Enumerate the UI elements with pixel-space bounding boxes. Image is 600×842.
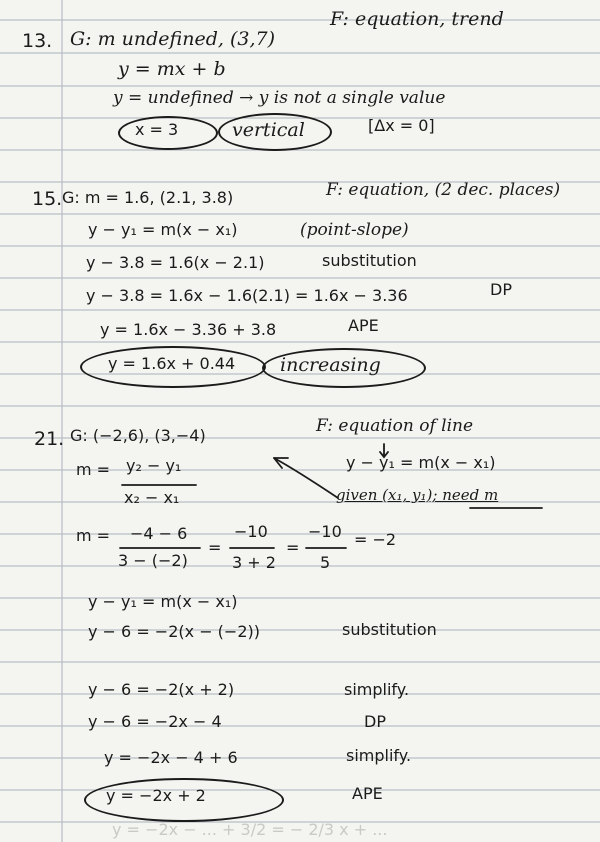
calc-m-label: m =	[76, 526, 111, 545]
problem-13-line-1: y = mx + b	[118, 58, 226, 80]
problem-21-line-simplify-1: y − 6 = −2(x + 2)	[88, 680, 235, 699]
problem-21-label-ape: APE	[352, 784, 383, 803]
calc-fraction-3-num: −10	[308, 522, 342, 541]
problem-21-label-simplify-1: simplify.	[344, 680, 410, 699]
calc-fraction-2-num: −10	[234, 522, 268, 541]
problem-15-number: 15.	[32, 188, 63, 210]
calc-fraction-3-den: 5	[320, 553, 331, 572]
problem-21-label-simplify-2: simplify.	[346, 746, 412, 765]
problem-15-line-2: (point-slope)	[300, 220, 409, 240]
problem-15-line-3: y − 3.8 = 1.6(x − 2.1)	[86, 253, 265, 272]
calc-result: = −2	[354, 530, 397, 549]
slope-m-label: m =	[76, 460, 111, 479]
problem-13-given: G: m undefined, (3,7)	[70, 28, 275, 50]
problem-21-formula: y − y₁ = m(x − x₁)	[346, 453, 496, 472]
slope-denominator: x₂ − x₁	[124, 488, 180, 507]
problem-21-note: given (x₁, y₁); need m	[336, 486, 499, 504]
problem-21-line-simplify-2: y = −2x − 4 + 6	[104, 748, 238, 767]
problem-15-line-5: y − 3.8 = 1.6x − 1.6(2.1) = 1.6x − 3.36	[86, 286, 408, 305]
problem-15-find: F: equation, (2 dec. places)	[326, 180, 561, 200]
problem-15-trend: increasing	[280, 354, 381, 376]
problem-13-line-2: y = undefined → y is not a single value	[113, 88, 446, 108]
bleed-through-text: y = −2x − ... + 3/2 = − 2/3 x + ...	[112, 820, 388, 839]
problem-13-number: 13.	[22, 30, 53, 52]
problem-21-label-sub: substitution	[342, 620, 437, 639]
problem-13-answer: x = 3	[135, 120, 179, 139]
problem-21-line-dp: y − 6 = −2x − 4	[88, 712, 222, 731]
slope-numerator: y₂ − y₁	[126, 456, 182, 475]
problem-21-number: 21.	[34, 428, 65, 450]
calc-equals-1: =	[208, 538, 222, 557]
calc-fraction-1-den: 3 − (−2)	[118, 551, 188, 570]
problem-15-line-1: y − y₁ = m(x − x₁)	[88, 220, 238, 239]
problem-13-note: [Δx = 0]	[368, 116, 435, 135]
problem-15-answer: y = 1.6x + 0.44	[108, 354, 236, 373]
problem-21-find: F: equation of line	[316, 416, 474, 436]
problem-15-given: G: m = 1.6, (2.1, 3.8)	[62, 188, 234, 207]
calc-fraction-1-num: −4 − 6	[130, 524, 188, 543]
problem-21-label-dp: DP	[364, 712, 386, 731]
problem-15-line-8: APE	[348, 316, 379, 335]
calc-fraction-2-den: 3 + 2	[232, 553, 276, 572]
calc-equals-2: =	[286, 538, 300, 557]
problem-15-line-4: substitution	[322, 251, 417, 270]
problem-21-line-sub: y − 6 = −2(x − (−2))	[88, 622, 260, 641]
problem-21-line-point-slope: y − y₁ = m(x − x₁)	[88, 592, 238, 611]
problem-21-answer: y = −2x + 2	[106, 786, 206, 805]
problem-13-trend: vertical	[232, 119, 305, 141]
problem-21-given: G: (−2,6), (3,−4)	[70, 426, 206, 445]
problem-13-find: F: equation, trend	[330, 8, 504, 30]
problem-15-line-7: y = 1.6x − 3.36 + 3.8	[100, 320, 277, 339]
problem-15-line-6: DP	[490, 280, 512, 299]
